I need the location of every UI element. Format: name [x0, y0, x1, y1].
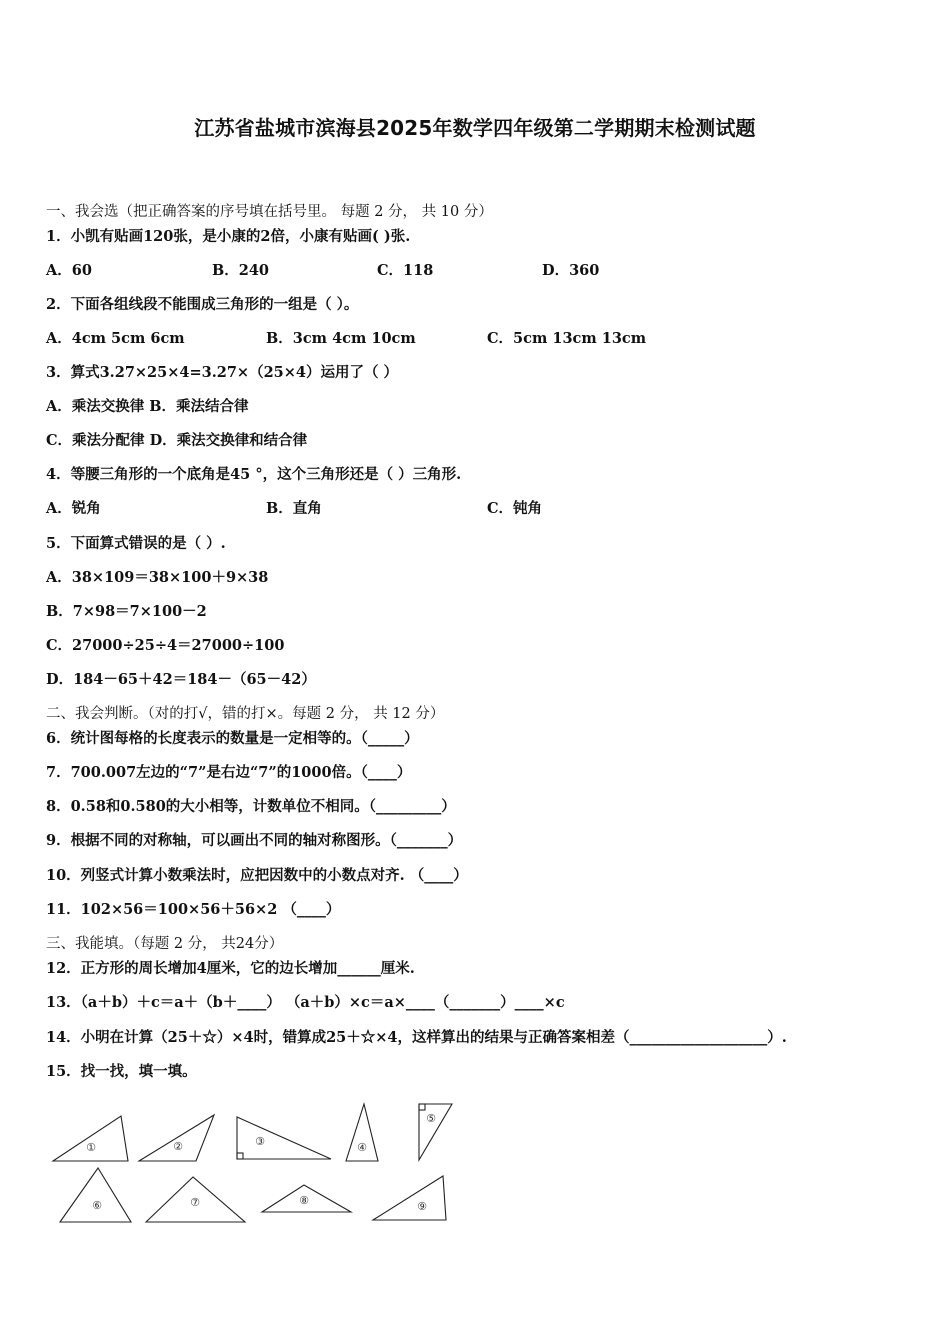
question-6: 6．统计图每格的长度表示的数量是一定相等的。（_____） — [46, 730, 419, 747]
section-2-heading: 二、我会判断。（对的打√，错的打×。每题 2 分， 共 12 分） — [46, 706, 445, 722]
q5-option-c: C．27000÷25÷4＝27000÷100 — [46, 637, 285, 654]
question-13: 13．（a＋b）＋c＝a＋（b＋____） （a＋b）×c＝a×____（_______）____×c — [46, 994, 565, 1011]
section-3-heading: 三、我能填。（每题 2 分， 共24分） — [46, 936, 284, 952]
q2-option-b: B．3cm 4cm 10cm — [266, 330, 416, 347]
question-15: 15．找一找，填一填。 — [46, 1063, 197, 1080]
triangle-6 — [60, 1168, 131, 1222]
question-9: 9．根据不同的对称轴，可以画出不同的轴对称图形。（_______） — [46, 832, 463, 849]
question-14: 14．小明在计算（25＋☆）×4时，错算成25＋☆×4，这样算出的结果与正确答案相差（___________________）. — [46, 1029, 787, 1046]
triangle-9 — [373, 1176, 446, 1220]
question-2: 2．下面各组线段不能围成三角形的一组是（ ）。 — [46, 296, 359, 313]
figure-label-5: ⑤ — [426, 1112, 436, 1125]
question-8: 8．0.58和0.580的大小相等，计数单位不相同。（_________） — [46, 798, 456, 815]
page-title: 江苏省盐城市滨海县2025年数学四年级第二学期期末检测试题 — [194, 116, 756, 140]
question-10: 10．列竖式计算小数乘法时，应把因数中的小数点对齐. （____） — [46, 867, 468, 884]
q1-option-d: D．360 — [542, 262, 600, 279]
figure-label-6: ⑥ — [92, 1199, 102, 1212]
figure-label-3: ③ — [255, 1135, 265, 1148]
question-5: 5．下面算式错误的是（ ）. — [46, 535, 226, 552]
question-4: 4．等腰三角形的一个底角是45 °，这个三角形还是（ ）三角形. — [46, 466, 462, 483]
q1-option-a: A．60 — [46, 262, 92, 279]
figure-label-2: ② — [173, 1140, 183, 1153]
question-12: 12．正方形的周长增加4厘米，它的边长增加______厘米. — [46, 960, 415, 977]
question-7: 7．700.007左边的“7”是右边“7”的1000倍。（____） — [46, 764, 412, 781]
q4-option-c: C．钝角 — [487, 500, 543, 517]
q2-option-a: A．4cm 5cm 6cm — [46, 330, 185, 347]
q4-option-b: B．直角 — [266, 500, 322, 517]
question-1: 1．小凯有贴画120张，是小康的2倍，小康有贴画( )张. — [46, 228, 411, 245]
figure-label-1: ① — [86, 1141, 96, 1154]
right-angle-marker-3 — [237, 1153, 243, 1159]
triangle-2 — [139, 1115, 214, 1161]
q1-option-b: B．240 — [212, 262, 270, 279]
question-3: 3．算式3.27×25×4=3.27×（25×4）运用了（ ） — [46, 364, 399, 381]
figure-label-9: ⑨ — [417, 1200, 427, 1213]
triangle-figures — [48, 1095, 468, 1234]
figure-label-7: ⑦ — [190, 1196, 200, 1209]
q1-option-c: C．118 — [377, 262, 434, 279]
right-angle-marker-5 — [419, 1104, 425, 1110]
q5-option-b: B．7×98＝7×100－2 — [46, 603, 207, 620]
q5-option-a: A．38×109＝38×100＋9×38 — [46, 569, 269, 586]
q2-option-c: C．5cm 13cm 13cm — [487, 330, 647, 347]
figure-label-8: ⑧ — [299, 1194, 309, 1207]
q3-options-row-2: C．乘法分配律 D．乘法交换律和结合律 — [46, 432, 308, 449]
q5-option-d: D．184－65＋42＝184－（65－42） — [46, 671, 316, 688]
q3-options-row-1: A．乘法交换律 B．乘法结合律 — [46, 398, 249, 415]
q4-option-a: A．锐角 — [46, 500, 101, 517]
figure-label-4: ④ — [357, 1141, 367, 1154]
triangle-3 — [237, 1117, 331, 1159]
section-1-heading: 一、我会选（把正确答案的序号填在括号里。 每题 2 分， 共 10 分） — [46, 204, 493, 220]
question-11: 11．102×56＝100×56＋56×2 （____） — [46, 901, 341, 918]
triangle-1 — [53, 1116, 128, 1161]
